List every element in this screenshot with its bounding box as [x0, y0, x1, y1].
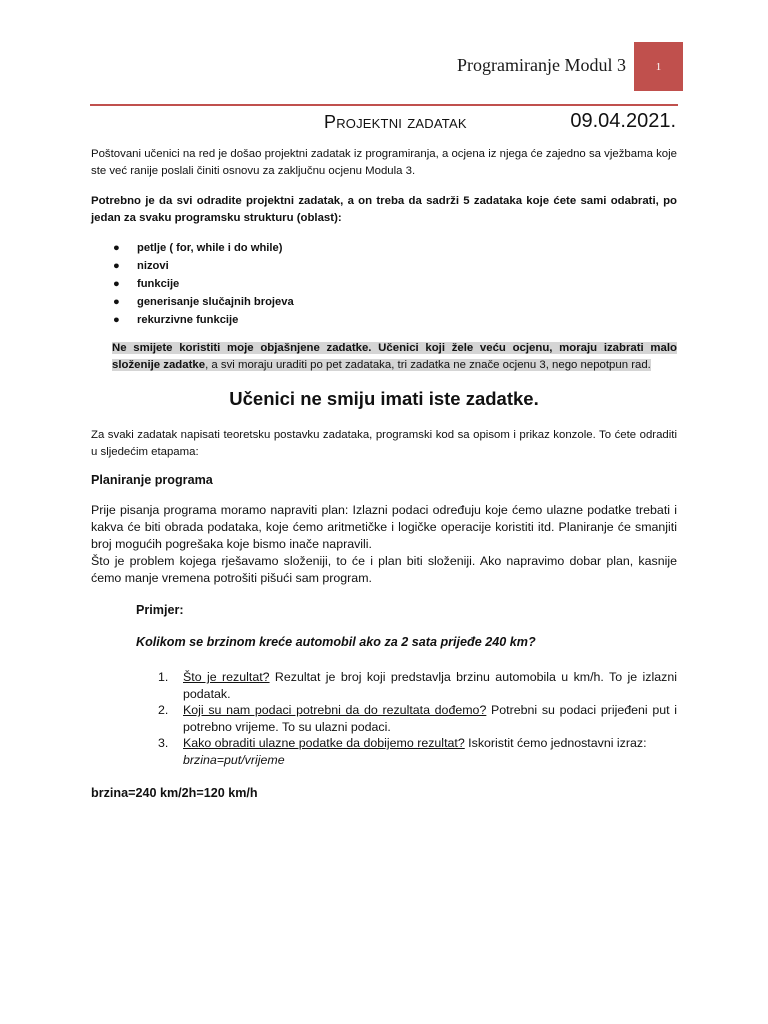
list-item [158, 735, 677, 768]
topic-list [113, 239, 653, 329]
page-number: 1 [655, 60, 662, 73]
bullet-icon: ● [113, 242, 120, 254]
warning-highlight: Ne smijete koristiti moje objašnjene zadatke. Učenici koji žele veću ocjenu, moraju izabrati malo složenije zadatke [112, 342, 677, 371]
list-item [158, 702, 677, 735]
intro-paragraph: Poštovani učenici na red je došao projektni zadatak iz programiranja, a ocjena iz njega će zajedno sa vježbama koje ste već ranije poslali činiti osnovu za zaključnu ocjenu Modula 3. [91, 148, 677, 177]
step-formula: brzina=put/vrijeme [183, 752, 285, 767]
bullet-icon: ● [113, 260, 120, 272]
task-statement: Potrebno je da svi odradite projektni zadatak, a on treba da sadrži 5 zadataka koje ćete sami odabrati, po jedan za svaku programsku strukturu (oblast): [91, 195, 677, 224]
step-question: Kako obraditi ulazne podatke da dobijemo rezultat? [183, 736, 465, 751]
header-divider [90, 104, 678, 106]
bullet-icon: ● [113, 296, 120, 308]
header-title: Programiranje Modul 3 [457, 55, 626, 75]
bullet-icon: ● [113, 314, 120, 326]
warning-paragraph [112, 340, 677, 374]
list-item: ● generisanje slučajnih brojeva [113, 293, 653, 311]
document-date: 09.04.2021. [570, 110, 676, 132]
result-formula: brzina=240 km/2h=120 km/h [91, 786, 258, 800]
step-number: 2. [158, 703, 169, 718]
list-item: ● nizovi [113, 257, 653, 275]
step-number: 3. [158, 736, 169, 751]
main-notice-heading: Učenici ne smiju imati iste zadatke. [229, 388, 539, 409]
list-item [158, 669, 677, 702]
list-item: ● rekurzivne funkcije [113, 311, 653, 329]
warning-rest: , a svi moraju uraditi po pet zadataka, tri zadatka ne znače ocjenu 3, nego nepotpun rad. [205, 359, 651, 371]
list-item: ● petlje ( for, while i do while) [113, 239, 653, 257]
instructions-paragraph: Za svaki zadatak napisati teoretsku postavku zadataka, programski kod sa opisom i prikaz konzole. To ćete odraditi u sljedećim etapama: [91, 429, 677, 458]
example-question: Kolikom se brzinom kreće automobil ako za 2 sata prijeđe 240 km? [136, 635, 536, 649]
step-question: Koji su nam podaci potrebni da do rezultata dođemo? [183, 703, 487, 718]
step-answer: Rezultat je broj koji predstavlja brzinu automobila u km/h. To je izlazni podatak. [183, 670, 677, 701]
list-item: ● funkcije [113, 275, 653, 293]
bullet-icon: ● [113, 278, 120, 290]
step-question: Što je rezultat? [183, 670, 270, 684]
section-heading: Planiranje programa [91, 473, 213, 487]
step-answer: Iskoristit ćemo jednostavni izraz: [464, 736, 647, 751]
example-steps [158, 669, 677, 769]
document-title: Projektni zadatak [324, 112, 467, 132]
page-number-badge [634, 42, 683, 91]
planning-paragraph-2: Što je problem kojega rješavamo složeniji, to će i plan biti složeniji. Ako napravimo dobar plan, kasnije ćemo manje vremena potrošiti pišući sam program. [91, 554, 677, 585]
step-number: 1. [158, 670, 169, 684]
planning-text [91, 502, 677, 587]
step-answer: Potrebni su podaci prijeđeni put i potrebno vrijeme. To su ulazni podaci. [183, 703, 677, 734]
planning-paragraph-1: Prije pisanja programa moramo napraviti plan: Izlazni podaci određuju koje ćemo ulazne podatke trebati i kakva će biti obrada podataka, koje ćemo aritmetičke i logičke operacije koristiti itd. Planiranje će smanjiti broj mogućih pogrešaka koje bismo inače napravili. [91, 503, 677, 551]
example-label: Primjer: [136, 603, 184, 617]
